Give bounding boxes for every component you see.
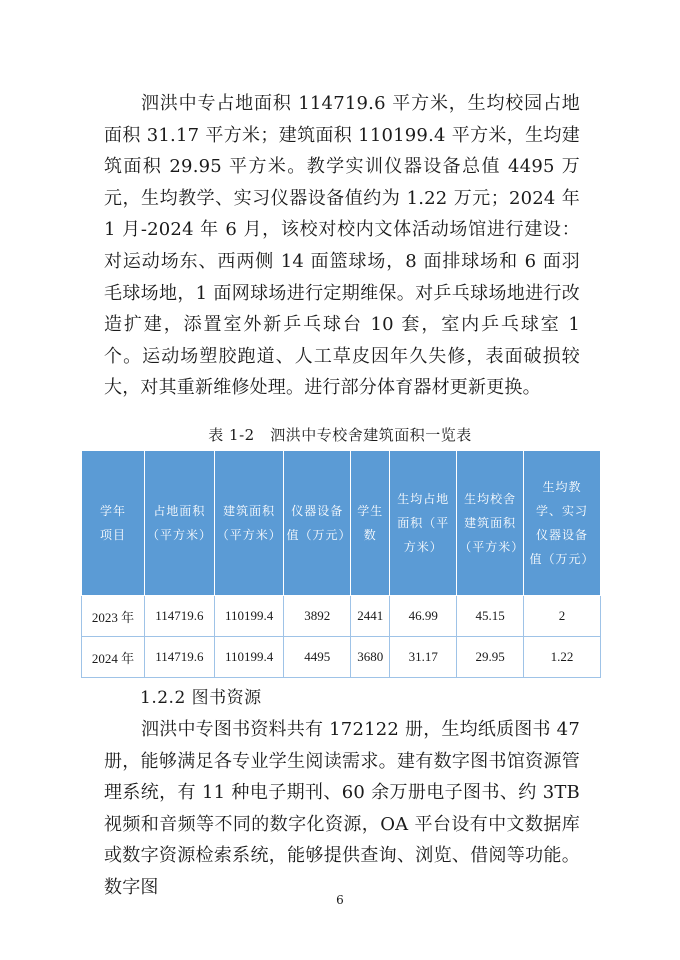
header-cell-student-count: 学生 数: [351, 451, 390, 596]
table-cell: 1.22: [524, 637, 601, 678]
table-cell: 3680: [351, 637, 390, 678]
header-cell-building-per-student: 生均校舍 建筑面积 （平方米）: [457, 451, 524, 596]
table-row: [82, 596, 601, 637]
table-caption: 表 1-2 泗洪中专校舍建筑面积一览表: [208, 426, 472, 444]
body-paragraph-facilities: 泗洪中专占地面积 114719.6 平方米，生均校园占地面积 31.17 平方米；建筑面积 110199.4 平方米，生均建筑面积 29.95 平方米。教学实训仪器设备总值 4495 万元，生均教学、实习仪器设备值约为 1.22 万元；2024 年 1 月-2024 年 6 月，该校对校内文体活动场馆进行建设：对运动场东、西两侧 14 面篮球场，8 面排球场和 6 面羽毛球场地，1 面网球场进行定期维保。对乒乓球场地进行改造扩建，添置室外新乒乓球台 10 套，室内乒乓球室 1 个。运动场塑胶跑道、人工草皮因年久失修，表面破损较大，对其重新维修处理。进行部分体育器材更新更换。: [104, 93, 580, 399]
table-cell: 2024 年: [82, 637, 145, 678]
table-cell: 4495: [284, 637, 351, 678]
building-area-table: [81, 450, 601, 678]
table-header-row: [82, 451, 601, 596]
table-cell: 2: [524, 596, 601, 637]
table-cell: 110199.4: [214, 596, 284, 637]
table-cell: 2441: [351, 596, 390, 637]
table-cell: 114719.6: [144, 596, 214, 637]
header-cell-year-item: 学年 项目: [82, 451, 145, 596]
table-cell: 46.99: [390, 596, 457, 637]
header-cell-equipment-per-student: 生均教 学、实习 仪器设备 值（万元）: [524, 451, 601, 596]
table-row: [82, 637, 601, 678]
header-cell-building-area: 建筑面积 （平方米）: [214, 451, 284, 596]
header-cell-equipment-value: 仪器设备 值（万元）: [284, 451, 351, 596]
table-cell: 3892: [284, 596, 351, 637]
header-cell-land-per-student: 生均占地 面积（平 方米）: [390, 451, 457, 596]
section-heading: 1.2.2 图书资源: [140, 688, 262, 708]
table-cell: 45.15: [457, 596, 524, 637]
table-cell: 29.95: [457, 637, 524, 678]
table-cell: 114719.6: [144, 637, 214, 678]
table-cell: 110199.4: [214, 637, 284, 678]
table-cell: 31.17: [390, 637, 457, 678]
header-cell-land-area: 占地面积 （平方米）: [144, 451, 214, 596]
table-cell: 2023 年: [82, 596, 145, 637]
body-paragraph-library: 泗洪中专图书资料共有 172122 册，生均纸质图书 47 册，能够满足各专业学生阅读需求。建有数字图书馆资源管理系统，有 11 种电子期刊、60 余万册电子图书、约 3TB 视频和音频等不同的数字化资源，OA 平台设有中文数据库或数字资源检索系统，能够提供查询、浏览、借阅等功能。数字图: [104, 719, 580, 898]
page-number: 6: [336, 893, 344, 907]
